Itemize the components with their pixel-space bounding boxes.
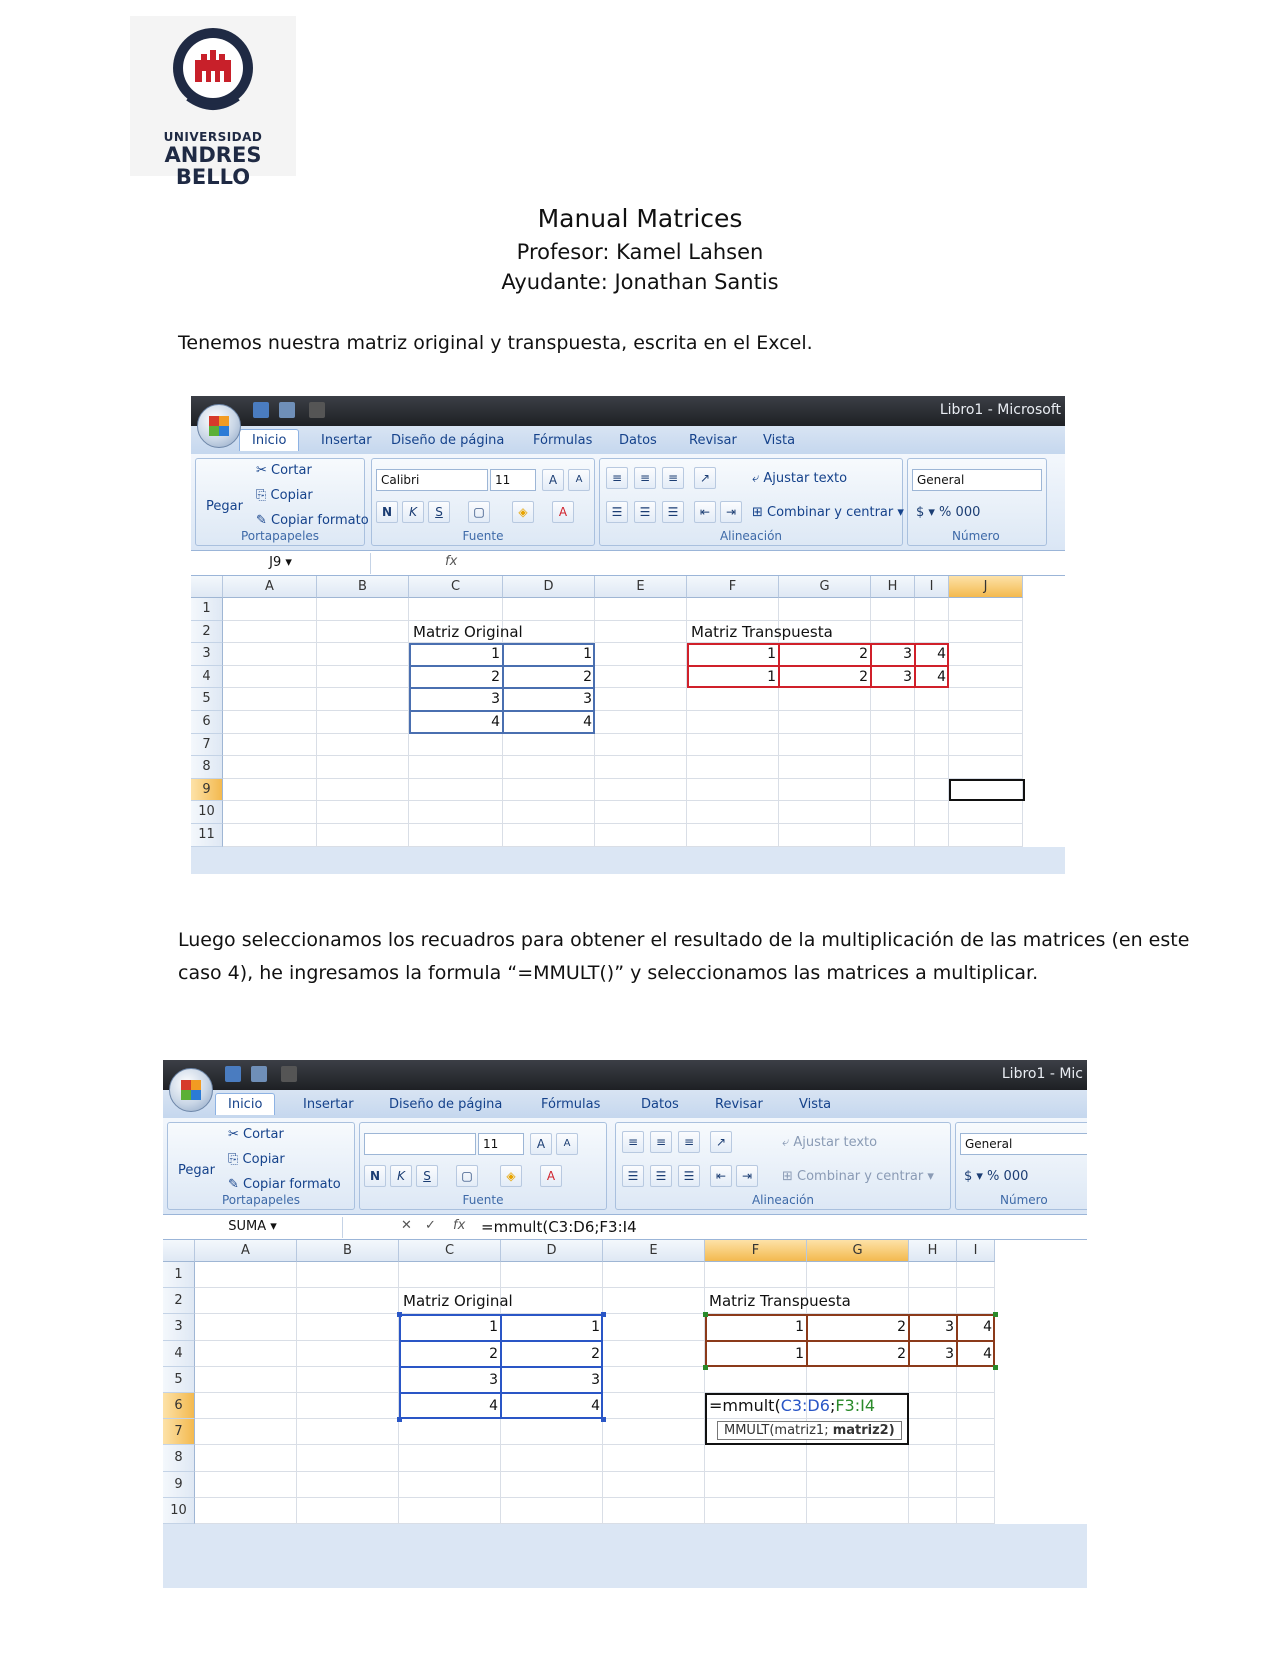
label-matriz-original: Matriz Original bbox=[403, 1292, 513, 1311]
transpose-cell[interactable]: 4 bbox=[937, 668, 946, 685]
cut-button[interactable]: ✂ Cortar bbox=[256, 463, 312, 478]
row-header-5[interactable]: 5 bbox=[163, 1367, 195, 1393]
worksheet-grid bbox=[163, 1240, 1087, 1524]
original-cell[interactable]: 4 bbox=[491, 714, 500, 730]
number-group-label: Número bbox=[952, 529, 1000, 543]
merge-center-button[interactable]: ⊞ Combinar y centrar ▾ bbox=[752, 505, 904, 520]
underline-button[interactable]: S bbox=[428, 501, 450, 523]
column-header-d[interactable]: D bbox=[501, 1240, 603, 1262]
fill-color-button[interactable]: ◈ bbox=[512, 501, 534, 523]
transpose-cell[interactable]: 4 bbox=[937, 646, 946, 663]
shrink-font-button[interactable]: A bbox=[568, 469, 590, 491]
tab-diseodepgina[interactable]: Diseño de página bbox=[389, 1097, 503, 1112]
column-header-f[interactable]: F bbox=[705, 1240, 807, 1262]
paragraph-intro: Tenemos nuestra matriz original y transpuesta, escrita en el Excel. bbox=[178, 332, 813, 354]
original-cell[interactable]: 2 bbox=[489, 1345, 498, 1362]
decrease-indent-button[interactable]: ⇤ bbox=[710, 1165, 732, 1187]
original-cell[interactable]: 1 bbox=[583, 646, 592, 663]
transpose-cell[interactable]: 1 bbox=[767, 668, 776, 685]
transpose-cell[interactable]: 3 bbox=[903, 646, 912, 663]
transpose-cell[interactable]: 4 bbox=[983, 1319, 992, 1336]
align-right-button[interactable]: ☰ bbox=[662, 501, 684, 523]
currency-button[interactable]: $ ▾ % 000 bbox=[916, 505, 981, 520]
tab-datos[interactable]: Datos bbox=[619, 433, 657, 448]
paste-button[interactable]: Pegar bbox=[178, 1163, 215, 1178]
align-right-button[interactable]: ☰ bbox=[678, 1165, 700, 1187]
original-cell[interactable]: 2 bbox=[583, 668, 592, 685]
underline-button[interactable]: S bbox=[416, 1165, 438, 1187]
alignment-group bbox=[615, 1122, 951, 1210]
edit-ref-original: C3:D6 bbox=[780, 1396, 830, 1415]
tab-revisar[interactable]: Revisar bbox=[689, 433, 737, 448]
quick-access-toolbar bbox=[163, 1060, 1087, 1090]
label-matriz-transpuesta: Matriz Transpuesta bbox=[691, 622, 833, 641]
row-header-8[interactable]: 8 bbox=[191, 756, 223, 779]
excel-screenshot-1 bbox=[191, 396, 1065, 874]
gridline-v bbox=[296, 1262, 297, 1524]
italic-button[interactable]: K bbox=[402, 501, 424, 523]
gridline-h bbox=[195, 1444, 995, 1445]
formula-bar bbox=[191, 550, 1065, 576]
clipboard-group bbox=[195, 458, 369, 546]
wrap-text-button[interactable]: ⤶ Ajustar texto bbox=[752, 471, 848, 486]
font-group-label: Fuente bbox=[462, 1193, 504, 1207]
gridline-v bbox=[908, 1262, 909, 1524]
row-header-9[interactable]: 9 bbox=[191, 779, 223, 802]
university-logo bbox=[130, 16, 296, 189]
row-header-8[interactable]: 8 bbox=[163, 1445, 195, 1471]
gridline-v bbox=[870, 598, 871, 847]
range-handle[interactable] bbox=[601, 1417, 606, 1422]
original-cell[interactable]: 4 bbox=[591, 1398, 600, 1414]
edit-prefix: =mmult( bbox=[709, 1396, 781, 1415]
gridline-h bbox=[223, 778, 1023, 779]
tab-insertar[interactable]: Insertar bbox=[303, 1097, 354, 1112]
original-cell[interactable]: 4 bbox=[583, 714, 592, 730]
range-handle[interactable] bbox=[397, 1312, 402, 1317]
window-title: Libro1 - Mic bbox=[1001, 1066, 1083, 1082]
fx-button[interactable]: fx bbox=[445, 554, 458, 569]
number-format-combo[interactable]: General bbox=[912, 469, 1042, 491]
editing-cell[interactable] bbox=[709, 1393, 875, 1419]
column-header-g[interactable]: G bbox=[807, 1240, 909, 1262]
range-handle[interactable] bbox=[601, 1312, 606, 1317]
office-button[interactable] bbox=[169, 1068, 213, 1112]
range-handle[interactable] bbox=[993, 1312, 998, 1317]
align-bottom-button[interactable]: ≡ bbox=[662, 467, 684, 489]
column-header-d[interactable]: D bbox=[503, 576, 595, 598]
orientation-button[interactable]: ↗ bbox=[694, 467, 716, 489]
font-size-combo[interactable]: 11 bbox=[478, 1133, 524, 1155]
tab-datos[interactable]: Datos bbox=[641, 1097, 679, 1112]
number-group bbox=[955, 1122, 1087, 1210]
original-cell[interactable]: 2 bbox=[591, 1345, 600, 1362]
row-header-1[interactable]: 1 bbox=[191, 598, 223, 621]
grow-font-button[interactable]: A bbox=[530, 1133, 552, 1155]
row-header-3[interactable]: 3 bbox=[191, 643, 223, 666]
select-all-corner[interactable] bbox=[191, 576, 223, 598]
name-box[interactable]: J9 ▾ bbox=[191, 553, 371, 574]
paste-button[interactable]: Pegar bbox=[206, 499, 243, 514]
professor-line: Profesor: Kamel Lahsen bbox=[516, 240, 764, 264]
row-header-4[interactable]: 4 bbox=[191, 666, 223, 689]
row-header-7[interactable]: 7 bbox=[163, 1419, 195, 1445]
original-cell[interactable]: 3 bbox=[583, 691, 592, 708]
column-header-c[interactable]: C bbox=[399, 1240, 501, 1262]
tab-vista[interactable]: Vista bbox=[799, 1097, 832, 1112]
italic-button[interactable]: K bbox=[390, 1165, 412, 1187]
tab-frmulas[interactable]: Fórmulas bbox=[533, 433, 593, 448]
gridline-v bbox=[316, 598, 317, 847]
paragraph-instructions: Luego seleccionamos los recuadros para obtener el resultado de la multiplicación de las matrices (en este caso 4), he ingresamos la formula “=MMULT()” y seleccionamos las matrices a multiplicar. bbox=[178, 929, 1190, 984]
clipboard-group-label: Portapapeles bbox=[240, 529, 320, 543]
tab-insertar[interactable]: Insertar bbox=[321, 433, 372, 448]
copy-button[interactable]: ⎘ Copiar bbox=[256, 488, 313, 503]
tooltip-active-arg: matriz2) bbox=[832, 1423, 895, 1439]
save-icon[interactable] bbox=[253, 402, 269, 418]
font-group-label: Fuente bbox=[462, 529, 504, 543]
number-group-label: Número bbox=[1000, 1193, 1048, 1207]
column-header-j[interactable]: J bbox=[949, 576, 1023, 598]
gridline-h bbox=[195, 1523, 995, 1524]
tab-vista[interactable]: Vista bbox=[763, 433, 796, 448]
gridline-h bbox=[223, 620, 1023, 621]
row-header-4[interactable]: 4 bbox=[163, 1341, 195, 1367]
decrease-indent-button[interactable]: ⇤ bbox=[694, 501, 716, 523]
logo-line2: ANDRES BELLO bbox=[164, 143, 262, 189]
row-header-6[interactable]: 6 bbox=[163, 1393, 195, 1419]
font-group bbox=[359, 1122, 607, 1210]
worksheet-grid bbox=[191, 576, 1065, 847]
formula-bar bbox=[163, 1214, 1087, 1240]
transpose-cell[interactable]: 2 bbox=[897, 1345, 906, 1362]
ribbon-tabs bbox=[163, 1090, 1087, 1118]
fill-color-button[interactable]: ◈ bbox=[500, 1165, 522, 1187]
shrink-font-button[interactable]: A bbox=[556, 1133, 578, 1155]
edit-separator: ; bbox=[829, 1396, 836, 1415]
column-header-h[interactable]: H bbox=[909, 1240, 957, 1262]
align-left-button[interactable]: ☰ bbox=[622, 1165, 644, 1187]
original-cell[interactable]: 4 bbox=[489, 1398, 498, 1414]
row-header-11[interactable]: 11 bbox=[191, 824, 223, 847]
quick-access-toolbar bbox=[191, 396, 1065, 426]
active-cell-cursor bbox=[949, 779, 1025, 802]
column-header-a[interactable]: A bbox=[223, 576, 317, 598]
grow-font-button[interactable]: A bbox=[542, 469, 564, 491]
gridline-v bbox=[686, 598, 687, 847]
number-format-combo[interactable]: General bbox=[960, 1133, 1087, 1155]
gridline-h bbox=[223, 823, 1023, 824]
redo-icon[interactable] bbox=[309, 402, 325, 418]
assistant-line: Ayudante: Jonathan Santis bbox=[501, 270, 779, 294]
tooltip-function: MMULT(matriz1; bbox=[724, 1423, 833, 1439]
university-seal-icon bbox=[168, 16, 258, 126]
transpose-cell[interactable]: 4 bbox=[983, 1345, 992, 1362]
gridline-v bbox=[1022, 598, 1023, 847]
range-handle[interactable] bbox=[703, 1365, 708, 1370]
column-header-i[interactable]: I bbox=[957, 1240, 995, 1262]
bold-button[interactable]: N bbox=[376, 501, 398, 523]
column-header-e[interactable]: E bbox=[603, 1240, 705, 1262]
format-painter-button[interactable]: ✎ Copiar formato bbox=[228, 1177, 341, 1192]
select-all-corner[interactable] bbox=[163, 1240, 195, 1262]
gridline-v bbox=[914, 598, 915, 847]
column-header-f[interactable]: F bbox=[687, 576, 779, 598]
row-header-2[interactable]: 2 bbox=[163, 1288, 195, 1314]
number-group bbox=[907, 458, 1047, 546]
gridline-h bbox=[223, 846, 1023, 847]
transpose-cell[interactable]: 1 bbox=[795, 1345, 804, 1362]
formula-input[interactable]: =mmult(C3:D6;F3:I4 bbox=[481, 1218, 637, 1236]
column-header-h[interactable]: H bbox=[871, 576, 915, 598]
row-header-5[interactable]: 5 bbox=[191, 688, 223, 711]
redo-icon[interactable] bbox=[281, 1066, 297, 1082]
undo-icon[interactable] bbox=[251, 1066, 267, 1082]
format-painter-button[interactable]: ✎ Copiar formato bbox=[256, 513, 369, 528]
tab-revisar[interactable]: Revisar bbox=[715, 1097, 763, 1112]
transpose-cell[interactable]: 3 bbox=[945, 1345, 954, 1362]
tab-frmulas[interactable]: Fórmulas bbox=[541, 1097, 601, 1112]
column-header-c[interactable]: C bbox=[409, 576, 503, 598]
gridline-h bbox=[195, 1287, 995, 1288]
gridline-h bbox=[223, 733, 1023, 734]
gridline-h bbox=[195, 1471, 995, 1472]
gridline-v bbox=[704, 1262, 705, 1524]
column-header-e[interactable]: E bbox=[595, 576, 687, 598]
gridline-h bbox=[223, 800, 1023, 801]
label-matriz-transpuesta: Matriz Transpuesta bbox=[709, 1292, 851, 1311]
tab-inicio[interactable]: Inicio bbox=[239, 429, 299, 451]
cut-button[interactable]: ✂ Cortar bbox=[228, 1127, 284, 1142]
font-name-combo[interactable] bbox=[364, 1133, 476, 1155]
column-header-b[interactable]: B bbox=[317, 576, 409, 598]
office-button[interactable] bbox=[197, 404, 241, 448]
font-group bbox=[371, 458, 595, 546]
orientation-button[interactable]: ↗ bbox=[710, 1131, 732, 1153]
ribbon bbox=[163, 1118, 1087, 1214]
fx-button[interactable]: fx bbox=[453, 1218, 466, 1233]
range-handle[interactable] bbox=[397, 1417, 402, 1422]
clipboard-group bbox=[167, 1122, 355, 1210]
borders-button[interactable]: ▢ bbox=[456, 1165, 478, 1187]
copy-button[interactable]: ⎘ Copiar bbox=[228, 1152, 285, 1167]
font-color-button[interactable]: A bbox=[540, 1165, 562, 1187]
borders-button[interactable]: ▢ bbox=[468, 501, 490, 523]
cancel-icon[interactable]: ✕ bbox=[401, 1218, 412, 1233]
logo-line1: UNIVERSIDAD bbox=[163, 130, 263, 144]
range-handle[interactable] bbox=[993, 1365, 998, 1370]
align-bottom-button[interactable]: ≡ bbox=[678, 1131, 700, 1153]
column-header-a[interactable]: A bbox=[195, 1240, 297, 1262]
ribbon bbox=[191, 454, 1065, 550]
original-cell[interactable]: 1 bbox=[489, 1319, 498, 1336]
excel-screenshot-2 bbox=[163, 1060, 1087, 1588]
gridline-h bbox=[195, 1497, 995, 1498]
alignment-group-label: Alineación bbox=[719, 529, 783, 543]
original-cell[interactable]: 2 bbox=[491, 668, 500, 685]
gridline-v bbox=[948, 598, 949, 847]
window-title: Libro1 - Microsoft bbox=[939, 402, 1061, 418]
original-cell[interactable]: 1 bbox=[491, 646, 500, 663]
gridline-h bbox=[223, 755, 1023, 756]
document-title: Manual Matrices bbox=[537, 204, 743, 233]
original-cell[interactable]: 3 bbox=[491, 691, 500, 708]
increase-indent-button[interactable]: ⇥ bbox=[720, 501, 742, 523]
align-top-button[interactable]: ≡ bbox=[606, 467, 628, 489]
undo-icon[interactable] bbox=[279, 402, 295, 418]
clipboard-group-label: Portapapeles bbox=[221, 1193, 301, 1207]
row-header-3[interactable]: 3 bbox=[163, 1314, 195, 1340]
align-top-button[interactable]: ≡ bbox=[622, 1131, 644, 1153]
row-header-2[interactable]: 2 bbox=[191, 621, 223, 644]
gridline-v bbox=[956, 1262, 957, 1524]
wrap-text-button[interactable]: ⤶ Ajustar texto bbox=[782, 1135, 878, 1150]
row-header-7[interactable]: 7 bbox=[191, 734, 223, 757]
merge-center-button[interactable]: ⊞ Combinar y centrar ▾ bbox=[782, 1169, 934, 1184]
function-tooltip bbox=[717, 1421, 902, 1440]
column-header-i[interactable]: I bbox=[915, 576, 949, 598]
ribbon-tabs bbox=[191, 426, 1065, 454]
align-center-button[interactable]: ☰ bbox=[634, 501, 656, 523]
column-header-b[interactable]: B bbox=[297, 1240, 399, 1262]
save-icon[interactable] bbox=[225, 1066, 241, 1082]
range-handle[interactable] bbox=[703, 1312, 708, 1317]
gridline-v bbox=[994, 1262, 995, 1524]
align-center-button[interactable]: ☰ bbox=[650, 1165, 672, 1187]
transpose-cell[interactable]: 2 bbox=[897, 1319, 906, 1336]
align-middle-button[interactable]: ≡ bbox=[634, 467, 656, 489]
row-header-10[interactable]: 10 bbox=[191, 801, 223, 824]
bold-button[interactable]: N bbox=[364, 1165, 386, 1187]
column-header-g[interactable]: G bbox=[779, 576, 871, 598]
alignment-group bbox=[599, 458, 903, 546]
font-color-button[interactable]: A bbox=[552, 501, 574, 523]
row-header-6[interactable]: 6 bbox=[191, 711, 223, 734]
enter-icon[interactable]: ✓ bbox=[425, 1218, 436, 1233]
transpose-cell[interactable]: 1 bbox=[795, 1319, 804, 1336]
currency-button[interactable]: $ ▾ % 000 bbox=[964, 1169, 1029, 1184]
transpose-cell[interactable]: 3 bbox=[945, 1319, 954, 1336]
row-header-10[interactable]: 10 bbox=[163, 1498, 195, 1524]
font-size-combo[interactable]: 11 bbox=[490, 469, 536, 491]
original-cell[interactable]: 3 bbox=[591, 1371, 600, 1388]
transpose-cell[interactable]: 2 bbox=[859, 668, 868, 685]
gridline-h bbox=[223, 710, 1023, 711]
tab-diseodepgina[interactable]: Diseño de página bbox=[391, 433, 505, 448]
font-name-combo[interactable]: Calibri bbox=[376, 469, 488, 491]
align-middle-button[interactable]: ≡ bbox=[650, 1131, 672, 1153]
increase-indent-button[interactable]: ⇥ bbox=[736, 1165, 758, 1187]
transpose-cell[interactable]: 1 bbox=[767, 646, 776, 663]
transpose-cell[interactable]: 3 bbox=[903, 668, 912, 685]
original-cell[interactable]: 1 bbox=[591, 1319, 600, 1336]
tab-inicio[interactable]: Inicio bbox=[215, 1093, 275, 1115]
row-header-9[interactable]: 9 bbox=[163, 1472, 195, 1498]
align-left-button[interactable]: ☰ bbox=[606, 501, 628, 523]
edit-ref-transpose: F3:I4 bbox=[835, 1396, 875, 1415]
original-cell[interactable]: 3 bbox=[489, 1371, 498, 1388]
row-header-1[interactable]: 1 bbox=[163, 1262, 195, 1288]
transpose-cell[interactable]: 2 bbox=[859, 646, 868, 663]
name-box[interactable]: SUMA ▾ bbox=[163, 1217, 343, 1238]
alignment-group-label: Alineación bbox=[751, 1193, 815, 1207]
label-matriz-original: Matriz Original bbox=[413, 622, 523, 641]
